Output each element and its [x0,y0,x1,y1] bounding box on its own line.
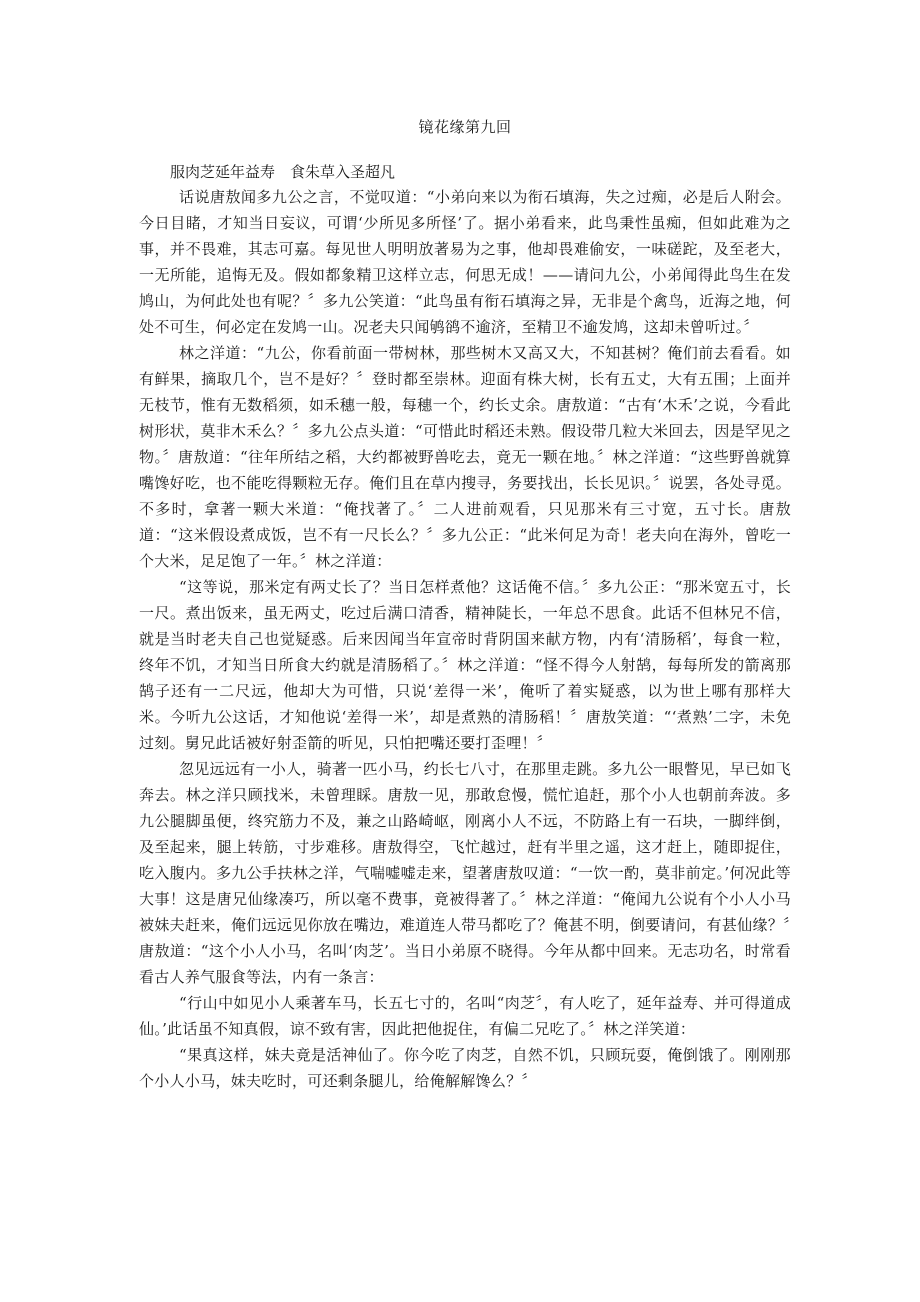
paragraph: 话说唐敖闻多九公之言，不觉叹道：“小弟向来以为衔石填海，失之过痴，必是后人附会。今日目睹，才知当日妄议，可谓‘少所见多所怪’了。据小弟看来，此鸟秉性虽痴，但如此难为之事，并不畏难，其志可嘉。每见世人明明放著易为之事，他却畏难偷安，一味磋跎，及至老大，一无所能，追悔无及。假如都象精卫这样立志，何思无成！——请问九公，小弟闻得此鸟生在发鸠山，为何此处也有呢？〞多九公笑道：“此鸟虽有衔石填海之异，无非是个禽鸟，近海之地，何处不可生，何必定在发鸠一山。况老夫只闻鸲鹆不逾济，至精卫不逾发鸠，这却未曾听过。〞 [139,188,791,336]
document-body [139,184,791,1094]
paragraph: “果真这样，妹夫竟是活神仙了。你今吃了肉芝，自然不饥，只顾玩耍，俺倒饿了。刚刚那个小人小马，妹夫吃时，可还剩条腿儿，给俺解解馋么？〞 [139,1046,791,1090]
paragraph: “行山中如见小人乘著车马，长五七寸的，名叫“肉芝〞，有人吃了，延年益寿、并可得道成仙。’此话虽不知真假，谅不致有害，因此把他捉住，有偏二兄吃了。〞林之洋笑道： [139,994,791,1038]
paragraph: 林之洋道：“九公，你看前面一带树林，那些树木又高又大，不知甚树？俺们前去看看。如有鲜果，摘取几个，岂不是好？〞登时都至崇林。迎面有株大树，长有五丈，大有五围；上面并无枝节，惟有无数稻须，如禾穗一般，每穗一个，约长丈余。唐敖道：“古有‘木禾’之说，今看此树形状，莫非木禾么？〞多九公点头道：“可惜此时稻还未熟。假设带几粒大米回去，因是罕见之物。〞唐敖道：“往年所结之稻，大约都被野兽吃去，竟无一颗在地。〞林之洋道：“这些野兽就算嘴馋好吃，也不能吃得颗粒无存。俺们且在草内搜寻，务要找出，长长见识。〞说罢，各处寻觅。不多时，拿著一颗大米道：“俺找著了。〞二人进前观看，只见那米有三寸宽，五寸长。唐敖道：“这米假设煮成饭，岂不有一尺长么？〞多九公正：“此米何足为奇！老夫向在海外，曾吃一个大米，足足饱了一年。〞林之洋道： [139,344,791,570]
paragraph: 忽见远远有一小人，骑著一匹小马，约长七八寸，在那里走跳。多九公一眼瞥见，早已如飞奔去。林之洋只顾找米，未曾理睬。唐敖一见，那敢怠慢，慌忙追赶，那个小人也朝前奔波。多九公腿脚虽便，终究筋力不及，兼之山路崎岖，刚离小人不远，不防路上有一石块，一脚绊倒，及至起来，腿上转筋，寸步难移。唐敖得空，飞忙越过，赶有半里之遥，这才赶上，随即捉住，吃入腹内。多九公手扶林之洋，气喘嘘嘘走来，望著唐敖叹道：“一饮一酌，莫非前定。’何况此等大事！这是唐兄仙缘凑巧，所以毫不费事，竟被得著了。〞林之洋道：“俺闻九公说有个小人小马被妹夫赶来，俺们远远见你放在嘴边，难道连人带马都吃了？俺甚不明，倒要请问，有甚仙缘？〞唐敖道：“这个小人小马，名叫‘肉芝’。当日小弟原不晓得。今年从都中回来。无志功名，时常看看古人养气服食等法，内有一条言： [139,760,792,986]
paragraph: “这等说，那米定有两丈长了？当日怎样煮他？这话俺不信。〞多九公正：“那米宽五寸，长一尺。煮出饭来，虽无两丈，吃过后满口清香，精神陡长，一年总不思食。此话不但林兄不信，就是当时老夫自己也觉疑惑。后来因闻当年宣帝时背阴国来献方物，内有‘清肠稻’，每食一粒，终年不饥，才知当日所食大约就是清肠稻了。〞林之洋道：“怪不得今人射鹄，每每所发的箭离那鹄子还有一二尺远，他却大为可惜，只说‘差得一米’，俺听了着实疑惑，以为世上哪有那样大米。今听九公这话，才知他说‘差得一米’，却是煮熟的清肠稻！〞唐敖笑道：“‘煮熟’二字，未免过刻。舅兄此话被好射歪箭的听见，只怕把嘴还要打歪哩！〞 [139,578,791,752]
chapter-subtitle: 服肉芝延年益寿 食朱草入圣超凡 [170,163,396,181]
document-title: 镜花缘第九回 [418,118,512,136]
